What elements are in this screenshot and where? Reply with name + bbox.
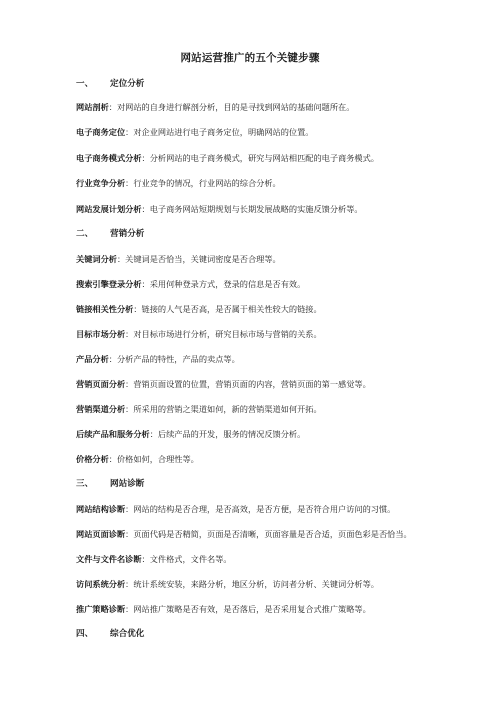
paragraph-label: 文件与文件名诊断 <box>76 554 142 564</box>
paragraph-label: 产品分析 <box>76 354 109 364</box>
paragraph <box>76 428 305 440</box>
paragraph-text: ：网站推广策略是否有效，是否落后，是否采用复合式推广策略等。 <box>125 604 371 614</box>
paragraph-label: 网站剖析 <box>76 102 109 112</box>
paragraph-label: 电子商务定位 <box>76 127 126 137</box>
paragraph <box>76 378 371 390</box>
paragraph <box>76 101 354 113</box>
section-heading-diagnosis <box>76 478 144 490</box>
paragraph <box>76 253 281 265</box>
paragraph <box>76 528 412 540</box>
paragraph-text: ：文件格式，文件名等。 <box>141 554 232 564</box>
paragraph-label: 网站发展计划分析 <box>76 204 142 214</box>
paragraph-label: 营销渠道分析 <box>76 404 126 414</box>
paragraph <box>76 126 313 138</box>
document-title: 网站运营推广的五个关键步骤 <box>180 52 320 64</box>
paragraph-label: 搜索引擎登录分析 <box>76 279 142 289</box>
paragraph-label: 推广策略诊断 <box>76 604 126 614</box>
paragraph-text: ：分析网站的电子商务模式，研究与网站相匹配的电子商务模式。 <box>141 153 379 163</box>
paragraph-label: 目标市场分析 <box>76 329 126 339</box>
paragraph <box>76 203 363 215</box>
section-number: 一、 <box>76 79 94 89</box>
paragraph-text: ：价格如何，合理性等。 <box>108 454 199 464</box>
paragraph-label: 行业竞争分析 <box>76 178 126 188</box>
section-heading-positioning <box>76 78 144 90</box>
section-heading-marketing <box>76 228 144 240</box>
paragraph-label: 价格分析 <box>76 454 109 464</box>
paragraph-text: ：对目标市场进行分析，研究目标市场与营销的关系。 <box>125 329 322 339</box>
paragraph <box>76 403 322 415</box>
section-title: 综合优化 <box>110 629 145 639</box>
paragraph-text: ：行业竞争的情况，行业网站的综合分析。 <box>125 178 281 188</box>
paragraph <box>76 553 232 565</box>
paragraph <box>76 152 379 164</box>
section-number: 三、 <box>76 479 94 489</box>
paragraph-label: 链接相关性分析 <box>76 304 134 314</box>
paragraph-text: ：页面代码是否精简，页面是否清晰，页面容量是否合适，页面色彩是否恰当。 <box>125 529 412 539</box>
paragraph-text: ：网站的结构是否合理，是否高效，是否方便，是否符合用户访问的习惯。 <box>125 504 396 514</box>
paragraph <box>76 278 305 290</box>
paragraph-text: ：所采用的营销之渠道如何，新的营销渠道如何开拓。 <box>125 404 322 414</box>
paragraph-text: ：关键词是否恰当，关键词密度是否合理等。 <box>116 254 281 264</box>
paragraph <box>76 503 395 515</box>
paragraph <box>76 303 322 315</box>
paragraph-label: 营销页面分析 <box>76 379 126 389</box>
paragraph <box>76 328 322 340</box>
paragraph <box>76 353 240 365</box>
paragraph-label: 关键词分析 <box>76 254 117 264</box>
paragraph <box>76 453 199 465</box>
paragraph-text: ：链接的人气是否高，是否属于相关性较大的链接。 <box>133 304 322 314</box>
paragraph-text: ：采用何种登录方式，登录的信息是否有效。 <box>141 279 306 289</box>
paragraph <box>76 578 379 590</box>
paragraph-text: ：对企业网站进行电子商务定位，明确网站的位置。 <box>125 127 314 137</box>
section-number: 二、 <box>76 229 94 239</box>
paragraph-text: ：电子商务网站短期规划与长期发展战略的实施反馈分析等。 <box>141 204 363 214</box>
section-title: 网站诊断 <box>110 479 145 489</box>
paragraph-label: 网站页面诊断 <box>76 529 126 539</box>
paragraph-text: ：统计系统安装，来路分析，地区分析，访问者分析、关键词分析等。 <box>125 579 379 589</box>
paragraph-label: 访问系统分析 <box>76 579 126 589</box>
section-title: 营销分析 <box>110 229 145 239</box>
section-title: 定位分析 <box>110 79 145 89</box>
paragraph <box>76 603 371 615</box>
paragraph-text: ：后续产品的开发，服务的情况反馈分析。 <box>149 429 306 439</box>
paragraph-text: ：营销页面设置的位置，营销页面的内容，营销页面的第一感觉等。 <box>125 379 371 389</box>
paragraph-label: 网站结构诊断 <box>76 504 126 514</box>
paragraph <box>76 177 281 189</box>
paragraph-text: ：对网站的自身进行解剖分析，目的是寻找到网站的基础问题所在。 <box>108 102 355 112</box>
paragraph-text: ：分析产品的特性，产品的卖点等。 <box>108 354 240 364</box>
section-number: 四、 <box>76 629 94 639</box>
paragraph-label: 后续产品和服务分析 <box>76 429 150 439</box>
section-heading-optimization <box>76 628 144 640</box>
paragraph-label: 电子商务模式分析 <box>76 153 142 163</box>
